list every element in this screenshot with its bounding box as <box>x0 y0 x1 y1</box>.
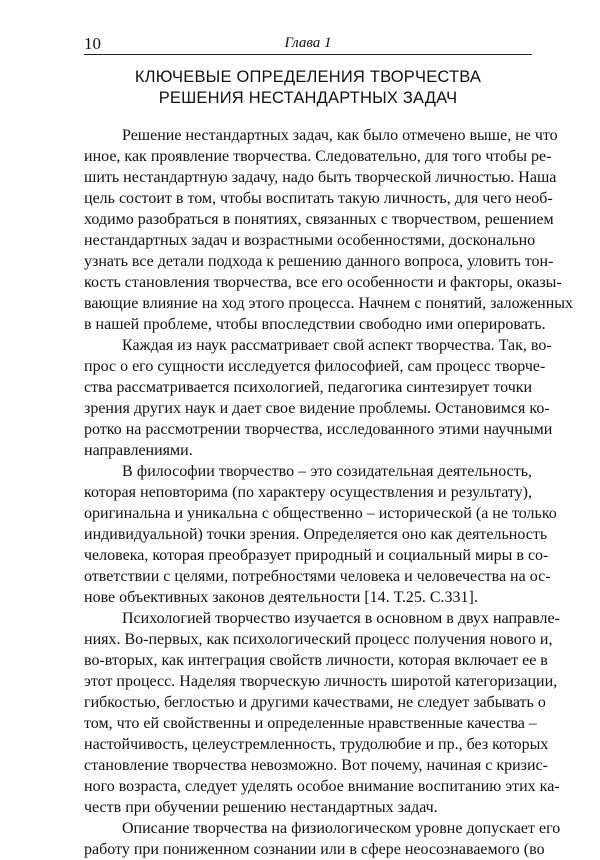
text-line: том, что ей свойственны и определенные нравственные качества – <box>84 715 537 732</box>
text-line: вающие влияние на ход этого процесса. Начнем с понятий, заложенных <box>84 295 574 312</box>
paragraph <box>84 125 574 335</box>
text-line: узнать все детали подхода к решению данного вопроса, уловить тон- <box>84 253 554 270</box>
text-line: человека, которая преобразует природный и социальный миры в со- <box>84 547 549 564</box>
text-line: кость становления творчества, все его особенности и факторы, оказы- <box>84 274 562 291</box>
page-number: 10 <box>84 34 101 53</box>
heading-line: КЛЮЧЕВЫЕ ОПРЕДЕЛЕНИЯ ТВОРЧЕСТВА <box>134 68 482 86</box>
text-line: ниях. Во-первых, как психологический процесс получения нового и, <box>84 631 553 648</box>
paragraph <box>84 608 560 818</box>
text-line: ротко на рассмотрении творчества, исследованного этими научными <box>84 421 553 438</box>
paragraph <box>84 461 557 608</box>
text-line: настойчивость, целеустремленность, трудолюбие и пр., без которых <box>84 736 549 753</box>
text-line: этот процесс. Наделяя творческую личность широтой категоризации, <box>84 673 558 690</box>
text-line: становление творчества невозможно. Вот почему, начиная с кризис- <box>84 757 548 774</box>
text-line: в нашей проблеме, чтобы впоследствии свободно ими оперировать. <box>84 316 546 333</box>
text-line: Психологией творчество изучается в основном в двух направле- <box>122 610 560 627</box>
text-line: которая неповторима (по характеру осуществления и результату), <box>84 484 532 501</box>
text-line: прос о его сущности исследуется философией, сам процесс творче- <box>84 358 546 375</box>
text-line: иное, как проявление творчества. Следовательно, для того чтобы ре- <box>84 148 552 165</box>
text-line: зрения других наук и дает свое видение проблемы. Остановимся ко- <box>84 400 550 417</box>
text-line: Каждая из наук рассматривает свой аспект творчества. Так, во- <box>122 337 552 354</box>
heading-line: РЕШЕНИЯ НЕСТАНДАРТНЫХ ЗАДАЧ <box>158 89 458 107</box>
text-line: ответствии с целями, потребностями человека и человечества на ос- <box>84 568 551 585</box>
text-line: ства рассматривается психологией, педагогика синтезирует точки <box>84 379 533 396</box>
text-line: нестандартных задач и возрастными особенностями, досконально <box>84 232 536 249</box>
text-line: Описание творчества на физиологическом уровне допускает его <box>122 820 561 837</box>
text-line: шить нестандартную задачу, надо быть творческой личностью. Наша <box>84 169 557 186</box>
paragraph <box>84 335 553 461</box>
text-line: цель состоит в том, чтобы воспитать такую личность, для чего необ- <box>84 190 553 207</box>
text-line: нове объективных законов деятельности [14. Т.25. С.331]. <box>84 589 478 606</box>
running-head <box>84 32 532 55</box>
text-line: индивидуальной) точки зрения. Определяется оно как деятельность <box>84 526 548 543</box>
text-line: честв при обучении решению нестандартных задач. <box>84 799 438 816</box>
text-line: гибкостью, беглостью и другими качествами, не следует забывать о <box>84 694 546 711</box>
paragraph <box>84 818 561 860</box>
chapter-title: Глава 1 <box>284 35 332 51</box>
text-line: В философии творчество – это созидательная деятельность, <box>122 463 532 480</box>
text-line: во-вторых, как интеграция свойств личности, которая включает ее в <box>84 652 548 669</box>
text-line: оригинальна и уникальна с общественно – исторической (а не только <box>84 505 557 522</box>
text-line: направлениями. <box>84 442 193 459</box>
text-line: Решение нестандартных задач, как было отмечено выше, не что <box>122 127 558 144</box>
text-line: ного возраста, следует уделять особое внимание воспитанию этих ка- <box>84 778 560 795</box>
text-line: ходимо разобраться в понятиях, связанных с творчеством, решением <box>84 211 554 228</box>
text-line: работу при пониженном сознании или в сфере неосознаваемого (во <box>84 841 545 858</box>
section-heading <box>84 67 532 109</box>
